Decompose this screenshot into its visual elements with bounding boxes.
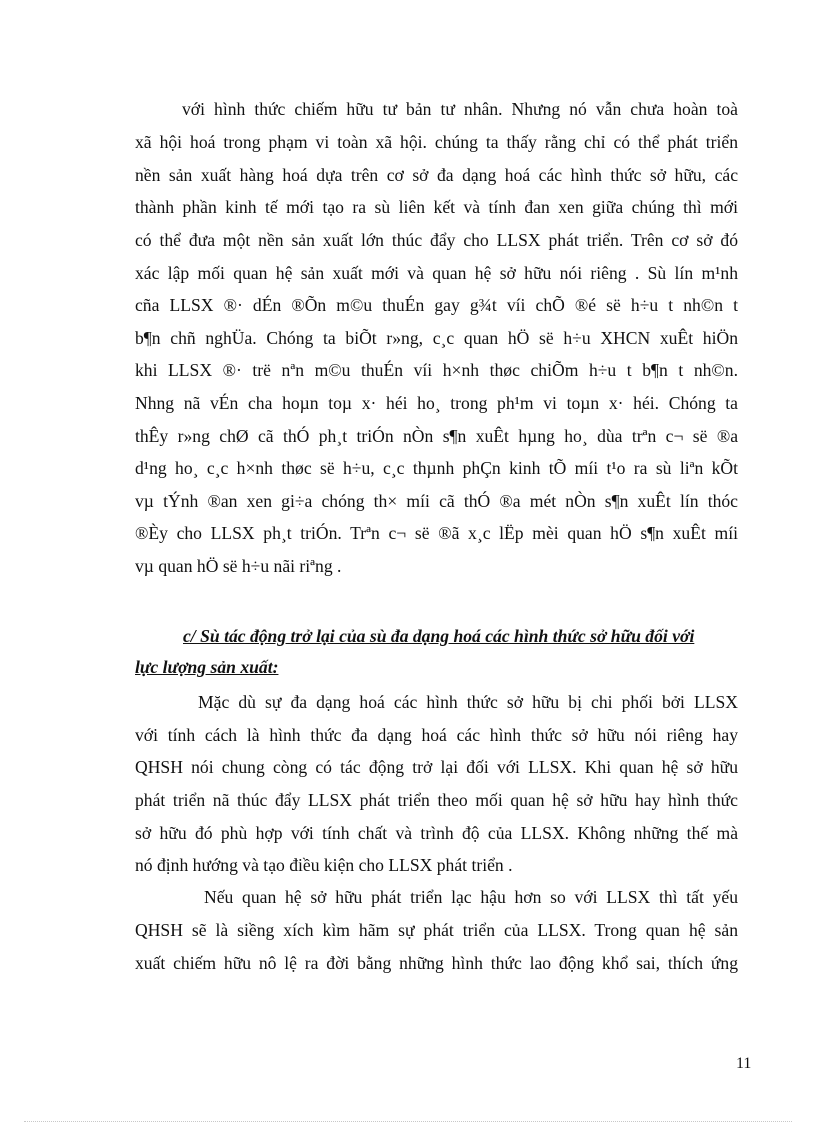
paragraph-line: d¹ng ho¸ c¸c h×nh thøc së h÷u, c¸c thµnh phÇn kinh tÕ míi t¹o ra sù liªn kÕt — [135, 458, 738, 478]
paragraph-line: xã hội hoá trong phạm vi toàn xã hội. chúng ta thấy rằng chỉ có thể phát triển — [135, 132, 738, 152]
paragraph-line: vµ tÝnh ®an xen gi÷a chóng th× míi cã thÓ ®a mét nÒn s¶n xuÊt lín thóc — [135, 491, 738, 511]
paragraph-line: thành phần kinh tế mới tạo ra sù liên kết và tính đan xen giữa chúng thì mới — [135, 197, 738, 217]
paragraph-line: QHSH sẽ là siềng xích kìm hãm sự phát triển của LLSX. Trong quan hệ sản — [135, 920, 738, 940]
paragraph-line: xác lập mối quan hệ sản xuất mới và quan hệ sở hữu nói riêng . Sù lín m¹nh — [135, 263, 738, 283]
paragraph-line: QHSH nói chung còng có tác động trở lại đối với LLSX. Khi quan hệ sở hữu — [135, 757, 738, 777]
paragraph-line: xuất chiếm hữu nô lệ ra đời bằng những hình thức lao động khổ sai, thích ứng — [135, 953, 738, 973]
paragraph-line: sở hữu đó phù hợp với tính chất và trình độ của LLSX. Không những thế mà — [135, 823, 738, 843]
paragraph-line: nó định hướng và tạo điều kiện cho LLSX phát triển . — [135, 855, 513, 875]
paragraph-line: có thể đưa một nền sản xuất lớn thúc đẩy cho LLSX phát triển. Trên cơ sở đó — [135, 230, 738, 250]
paragraph-line: b¶n chñ nghÜa. Chóng ta biÕt r»ng, c¸c quan hÖ së h÷u XHCN xuÊt hiÖn — [135, 328, 738, 348]
paragraph-line: vµ quan hÖ së h÷u nãi riªng . — [135, 556, 342, 576]
section-heading: c/ Sù tác động trở lại của sù đa dạng hoá các hình thức sở hữu đối với — [183, 626, 695, 646]
page-bottom-divider — [24, 1121, 792, 1122]
paragraph-line: cña LLSX ®· dÉn ®Õn m©u thuÉn gay g¾t víi chÕ ®é së h÷u t nh©n t — [135, 295, 738, 315]
paragraph-line: khi LLSX ®· trë nªn m©u thuÉn víi h×nh thøc chiÕm h÷u t b¶n t nh©n. — [135, 360, 738, 380]
section-heading-continued: lực lượng sản xuất: — [135, 657, 279, 677]
paragraph-line: với tính cách là hình thức đa dạng hoá các hình thức sở hữu nói riêng hay — [135, 725, 738, 745]
paragraph-line: Nếu quan hệ sở hữu phát triển lạc hậu hơn so với LLSX thì tất yếu — [204, 887, 738, 907]
page-number: 11 — [736, 1055, 752, 1072]
paragraph-line: ®Èy cho LLSX ph¸t triÓn. Trªn c¬ së ®ã x¸c lËp mèi quan hÖ s¶n xuÊt míi — [135, 523, 738, 543]
paragraph-line: với hình thức chiếm hữu tư bản tư nhân. Nhưng nó vẫn chưa hoàn toà — [182, 99, 738, 119]
paragraph-line: nền sản xuất hàng hoá dựa trên cơ sở đa dạng hoá các hình thức sở hữu, các — [135, 165, 738, 185]
paragraph-line: Mặc dù sự đa dạng hoá các hình thức sở hữu bị chi phối bởi LLSX — [198, 692, 738, 712]
paragraph-line: Nhng nã vÉn cha hoµn toµ x· héi ho¸ trong ph¹m vi toµn x· héi. Chóng ta — [135, 393, 738, 413]
paragraph-line: thÊy r»ng chØ cã thÓ ph¸t triÓn nÒn s¶n xuÊt hµng ho¸ dùa trªn c¬ së ®a — [135, 426, 738, 446]
paragraph-line: phát triển nã thúc đẩy LLSX phát triển theo mối quan hệ sở hữu hay hình thức — [135, 790, 738, 810]
